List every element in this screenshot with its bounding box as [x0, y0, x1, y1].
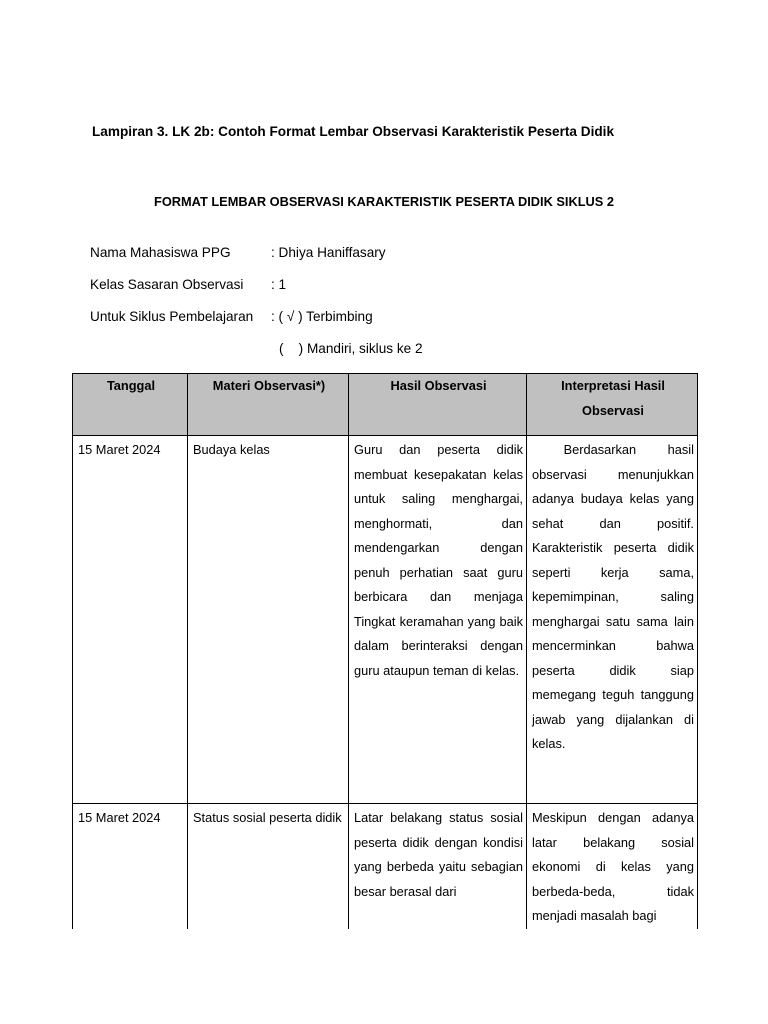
nama-value: : Dhiya Haniffasary: [271, 245, 386, 260]
nama-label: Nama Mahasiswa PPG: [90, 245, 231, 260]
cell-tanggal: 15 Maret 2024: [73, 804, 188, 929]
header-materi: Materi Observasi*): [188, 374, 349, 436]
info-row-nama: [90, 245, 386, 260]
form-title: FORMAT LEMBAR OBSERVASI KARAKTERISTIK PESERTA DIDIK SIKLUS 2: [154, 194, 614, 209]
cell-tanggal: 15 Maret 2024: [73, 436, 188, 804]
header-tanggal: Tanggal: [73, 374, 188, 436]
table-header-row: [73, 374, 698, 436]
mandiri-value: ( ) Mandiri, siklus ke 2: [279, 341, 423, 356]
cell-interpretasi: Berdasarkan hasil observasi menunjukkan adanya budaya kelas yang sehat dan positif. Karakteristik peserta didik seperti kerja sama, kepemimpinan, saling menghargai satu sama lain mencerminkan bahwa peserta didik siap memegang teguh tanggung jawab yang dijalankan di kelas.: [527, 436, 698, 804]
header-hasil: Hasil Observasi: [349, 374, 527, 436]
observation-table: [72, 373, 698, 929]
cell-interpretasi: Meskipun dengan adanya latar belakang sosial ekonomi di kelas yang berbeda-beda, tidak menjadi masalah bagi: [527, 804, 698, 929]
kelas-value: : 1: [271, 277, 287, 292]
siklus-label: Untuk Siklus Pembelajaran: [90, 309, 254, 324]
cell-materi: Status sosial peserta didik: [188, 804, 349, 929]
info-row-kelas: [90, 277, 286, 292]
cell-materi: Budaya kelas: [188, 436, 349, 804]
cell-hasil: Latar belakang status sosial peserta didik dengan kondisi yang berbeda yaitu sebagian besar berasal dari: [349, 804, 527, 929]
page-title: Lampiran 3. LK 2b: Contoh Format Lembar Observasi Karakteristik Peserta Didik: [92, 124, 615, 139]
cell-hasil: Guru dan peserta didik membuat kesepakatan kelas untuk saling menghargai, menghormati, dan mendengarkan dengan penuh perhatian saat guru berbicara dan menjaga Tingkat keramahan yang baik dalam berinteraksi dengan guru ataupun teman di kelas.: [349, 436, 527, 804]
info-row-siklus: [90, 309, 373, 324]
kelas-label: Kelas Sasaran Observasi: [90, 277, 244, 292]
siklus-value: : ( √ ) Terbimbing: [271, 309, 373, 324]
table-row: [73, 804, 698, 929]
header-interpretasi: Interpretasi Hasil Observasi: [527, 374, 698, 436]
table-row: [73, 436, 698, 804]
